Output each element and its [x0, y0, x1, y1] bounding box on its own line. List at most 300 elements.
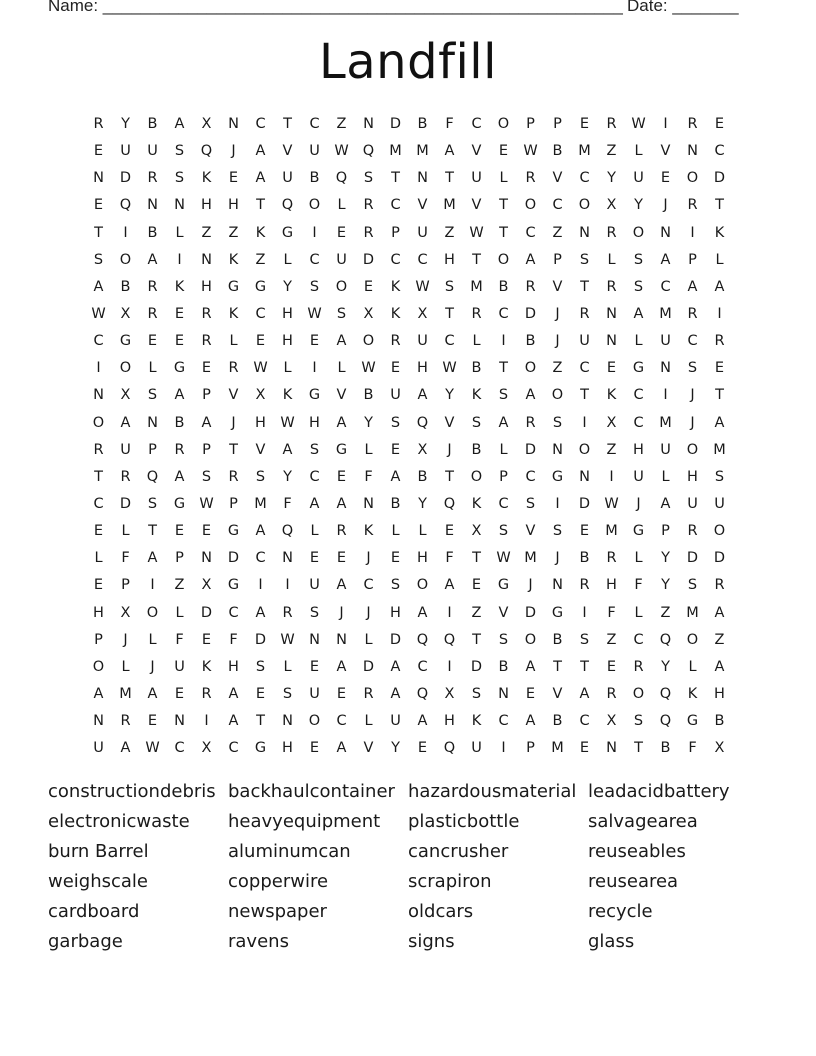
grid-letter: I	[501, 333, 506, 350]
grid-letter: P	[688, 251, 697, 268]
grid-letter: V	[552, 278, 563, 295]
grid-letter: G	[632, 523, 645, 540]
grid-letter: S	[687, 360, 698, 377]
grid-letter: U	[120, 441, 131, 458]
grid-letter: S	[552, 414, 563, 431]
grid-letter: J	[690, 414, 695, 431]
grid-letter: K	[390, 305, 401, 322]
grid-letter: C	[255, 116, 266, 132]
grid-letter: Q	[281, 197, 294, 214]
grid-letter: N	[363, 116, 374, 132]
grid-letter: S	[147, 495, 158, 512]
grid-letter: D	[524, 305, 537, 322]
grid-letter: E	[390, 441, 401, 458]
grid-letter: H	[687, 468, 698, 485]
grid-letter: O	[686, 170, 699, 187]
grid-letter: R	[363, 685, 374, 702]
word-list-item: cancrusher	[408, 841, 509, 862]
grid-letter: A	[336, 333, 347, 350]
grid-letter: Z	[174, 577, 185, 594]
grid-letter: E	[93, 577, 104, 594]
grid-letter: V	[471, 197, 482, 214]
grid-letter: R	[606, 224, 617, 241]
grid-letter: S	[174, 170, 185, 187]
grid-letter: T	[472, 251, 481, 268]
grid-letter: C	[336, 713, 347, 730]
grid-letter: F	[283, 495, 292, 512]
grid-letter: W	[307, 305, 322, 322]
grid-letter: Z	[336, 116, 347, 132]
grid-letter: A	[174, 116, 185, 132]
grid-letter: P	[526, 116, 535, 132]
grid-letter: C	[390, 251, 401, 268]
grid-letter: S	[444, 278, 455, 295]
grid-letter: H	[201, 278, 212, 295]
grid-letter: E	[471, 577, 482, 594]
grid-letter: Y	[283, 278, 292, 295]
grid-letter: L	[175, 224, 184, 241]
grid-letter: S	[579, 251, 590, 268]
grid-letter: X	[714, 740, 725, 757]
grid-letter: P	[391, 224, 400, 241]
grid-letter: P	[202, 387, 211, 404]
grid-letter: G	[227, 523, 240, 540]
grid-letter: E	[363, 278, 374, 295]
grid-letter: R	[201, 305, 212, 322]
grid-letter: A	[174, 387, 185, 404]
grid-letter: L	[283, 658, 292, 675]
grid-letter: Q	[416, 685, 429, 702]
grid-letter: H	[228, 658, 239, 675]
grid-letter: P	[553, 116, 562, 132]
grid-letter: A	[147, 685, 158, 702]
grid-letter: W	[334, 143, 349, 160]
grid-letter: C	[498, 495, 509, 512]
grid-letter: T	[499, 224, 508, 241]
grid-letter: A	[687, 278, 698, 295]
grid-letter: Q	[659, 631, 672, 648]
grid-letter: M	[551, 740, 564, 757]
grid-letter: S	[93, 251, 104, 268]
grid-letter: G	[119, 333, 132, 350]
grid-letter: G	[173, 360, 186, 377]
grid-letter: N	[363, 495, 374, 512]
grid-letter: V	[552, 170, 563, 187]
grid-letter: L	[148, 631, 157, 648]
grid-letter: T	[580, 658, 589, 675]
grid-letter: H	[633, 441, 644, 458]
grid-letter: A	[444, 143, 455, 160]
grid-letter: Y	[634, 197, 643, 214]
grid-letter: M	[686, 604, 699, 621]
grid-letter: K	[201, 170, 212, 187]
grid-letter: S	[309, 604, 320, 621]
grid-letter: B	[120, 278, 131, 295]
grid-letter: I	[582, 414, 587, 431]
grid-letter: A	[336, 414, 347, 431]
grid-letter: W	[280, 631, 295, 648]
grid-letter: D	[362, 251, 375, 268]
grid-letter: V	[444, 414, 455, 431]
grid-letter: V	[417, 197, 428, 214]
grid-letter: B	[552, 713, 563, 730]
grid-letter: U	[714, 495, 725, 512]
grid-letter: Q	[146, 468, 159, 485]
grid-letter: C	[228, 604, 239, 621]
grid-letter: G	[551, 468, 564, 485]
grid-letter: R	[93, 116, 104, 132]
grid-letter: O	[632, 685, 645, 702]
grid-letter: O	[578, 197, 591, 214]
grid-letter: D	[227, 550, 240, 567]
grid-letter: I	[150, 577, 155, 594]
grid-letter: S	[498, 631, 509, 648]
grid-letter: B	[498, 278, 509, 295]
word-list-item: glass	[588, 931, 635, 952]
grid-letter: N	[93, 713, 104, 730]
grid-letter: Y	[418, 495, 427, 512]
grid-letter: R	[228, 360, 239, 377]
grid-letter: O	[686, 441, 699, 458]
grid-letter: L	[499, 170, 508, 187]
grid-letter: R	[93, 441, 104, 458]
grid-letter: C	[579, 713, 590, 730]
grid-letter: B	[417, 468, 428, 485]
grid-letter: T	[94, 224, 103, 241]
grid-letter: O	[92, 658, 105, 675]
grid-letter: T	[148, 523, 157, 540]
grid-letter: U	[687, 495, 698, 512]
grid-letter: H	[417, 360, 428, 377]
date-field-label: Date: _______	[627, 0, 739, 15]
grid-letter: U	[417, 333, 428, 350]
grid-letter: E	[390, 360, 401, 377]
grid-letter: C	[498, 305, 509, 322]
grid-letter: S	[255, 658, 266, 675]
grid-letter: F	[121, 550, 130, 567]
grid-letter: A	[282, 441, 293, 458]
grid-letter: T	[445, 170, 454, 187]
word-list-item: copperwire	[228, 871, 329, 892]
grid-letter: B	[471, 360, 482, 377]
grid-letter: K	[390, 278, 401, 295]
grid-letter: S	[471, 685, 482, 702]
grid-letter: X	[120, 604, 131, 621]
grid-letter: K	[201, 658, 212, 675]
grid-letter: E	[417, 740, 428, 757]
grid-letter: A	[255, 170, 266, 187]
grid-letter: N	[93, 387, 104, 404]
grid-letter: I	[258, 577, 263, 594]
grid-letter: L	[688, 658, 697, 675]
grid-letter: N	[660, 224, 671, 241]
grid-letter: J	[447, 441, 452, 458]
grid-letter: E	[444, 523, 455, 540]
grid-letter: V	[336, 387, 347, 404]
word-list-item: cardboard	[48, 901, 140, 922]
grid-letter: C	[471, 116, 482, 132]
grid-letter: K	[228, 251, 239, 268]
grid-letter: P	[175, 550, 184, 567]
grid-letter: L	[283, 251, 292, 268]
grid-letter: E	[147, 333, 158, 350]
grid-letter: C	[309, 468, 320, 485]
grid-letter: V	[471, 143, 482, 160]
grid-letter: Y	[661, 658, 670, 675]
grid-letter: E	[336, 224, 347, 241]
grid-letter: T	[715, 387, 724, 404]
grid-letter: T	[634, 740, 643, 757]
grid-letter: D	[524, 441, 537, 458]
grid-letter: B	[417, 116, 428, 132]
grid-letter: F	[229, 631, 238, 648]
grid-letter: S	[174, 143, 185, 160]
grid-letter: F	[175, 631, 184, 648]
grid-letter: L	[391, 523, 400, 540]
word-list-item: aluminumcan	[228, 841, 351, 862]
grid-letter: E	[228, 170, 239, 187]
grid-letter: T	[499, 197, 508, 214]
grid-letter: R	[606, 550, 617, 567]
grid-letter: K	[471, 713, 482, 730]
grid-letter: E	[309, 658, 320, 675]
grid-letter: F	[607, 604, 616, 621]
grid-letter: Z	[228, 224, 239, 241]
grid-letter: K	[282, 387, 293, 404]
grid-letter: D	[254, 631, 267, 648]
word-list-item: backhaulcontainer	[228, 781, 395, 802]
grid-letter: A	[336, 495, 347, 512]
grid-letter: G	[335, 441, 348, 458]
grid-letter: L	[148, 360, 157, 377]
grid-letter: L	[337, 197, 346, 214]
grid-letter: I	[177, 251, 182, 268]
grid-letter: D	[200, 604, 213, 621]
grid-letter: I	[447, 604, 452, 621]
grid-letter: A	[714, 658, 725, 675]
grid-letter: E	[147, 713, 158, 730]
grid-letter: I	[609, 468, 614, 485]
grid-letter: Y	[121, 116, 130, 132]
grid-letter: E	[93, 523, 104, 540]
grid-letter: V	[228, 387, 239, 404]
grid-letter: N	[660, 360, 671, 377]
grid-letter: L	[634, 333, 643, 350]
grid-letter: N	[201, 550, 212, 567]
grid-letter: Q	[659, 685, 672, 702]
grid-letter: T	[256, 197, 265, 214]
grid-letter: O	[146, 604, 159, 621]
grid-letter: I	[663, 116, 668, 132]
grid-letter: C	[687, 333, 698, 350]
grid-letter: M	[389, 143, 402, 160]
grid-letter: U	[633, 170, 644, 187]
grid-letter: X	[606, 414, 617, 431]
grid-letter: M	[254, 495, 267, 512]
grid-letter: H	[282, 305, 293, 322]
grid-letter: T	[256, 713, 265, 730]
grid-letter: B	[390, 495, 401, 512]
grid-letter: S	[336, 305, 347, 322]
grid-letter: L	[310, 523, 319, 540]
grid-letter: Z	[255, 251, 266, 268]
grid-letter: Q	[362, 143, 375, 160]
grid-letter: O	[524, 360, 537, 377]
grid-letter: R	[525, 278, 536, 295]
grid-letter: R	[228, 468, 239, 485]
grid-letter: N	[579, 224, 590, 241]
grid-letter: O	[470, 468, 483, 485]
grid-letter: B	[714, 713, 725, 730]
grid-letter: R	[714, 577, 725, 594]
grid-letter: C	[660, 278, 671, 295]
grid-letter: E	[498, 143, 509, 160]
grid-letter: S	[633, 278, 644, 295]
grid-letter: J	[555, 305, 560, 322]
grid-letter: Z	[552, 224, 563, 241]
grid-letter: P	[526, 740, 535, 757]
grid-letter: J	[231, 414, 236, 431]
grid-letter: C	[633, 387, 644, 404]
grid-letter: W	[253, 360, 268, 377]
grid-letter: D	[578, 495, 591, 512]
grid-letter: G	[227, 278, 240, 295]
grid-letter: S	[525, 495, 536, 512]
grid-letter: W	[469, 224, 484, 241]
grid-letter: B	[309, 170, 320, 187]
grid-letter: L	[229, 333, 238, 350]
grid-letter: G	[551, 604, 564, 621]
name-field-label: Name: _______________________________________________________	[48, 0, 623, 15]
grid-letter: W	[199, 495, 214, 512]
grid-letter: X	[606, 713, 617, 730]
grid-letter: O	[713, 523, 726, 540]
grid-letter: E	[201, 360, 212, 377]
grid-letter: T	[580, 387, 589, 404]
grid-letter: N	[309, 631, 320, 648]
grid-letter: X	[201, 577, 212, 594]
grid-letter: E	[579, 523, 590, 540]
grid-letter: W	[523, 143, 538, 160]
grid-letter: R	[633, 658, 644, 675]
grid-letter: E	[255, 685, 266, 702]
grid-letter: O	[308, 713, 321, 730]
grid-letter: F	[634, 577, 643, 594]
grid-letter: P	[499, 468, 508, 485]
grid-letter: C	[552, 197, 563, 214]
grid-letter: A	[201, 414, 212, 431]
page-title: Landfill	[319, 34, 497, 90]
grid-letter: A	[525, 658, 536, 675]
grid-letter: C	[633, 414, 644, 431]
grid-letter: Z	[552, 360, 563, 377]
grid-letter: V	[525, 523, 536, 540]
grid-letter: D	[389, 116, 402, 132]
grid-letter: A	[120, 740, 131, 757]
word-list-item: newspaper	[228, 901, 327, 922]
grid-letter: A	[714, 604, 725, 621]
grid-letter: K	[471, 495, 482, 512]
grid-letter: E	[660, 170, 671, 187]
grid-letter: I	[690, 224, 695, 241]
grid-letter: X	[606, 197, 617, 214]
grid-letter: G	[308, 387, 321, 404]
word-list-item: heavyequipment	[228, 811, 381, 832]
grid-letter: F	[445, 116, 454, 132]
grid-letter: R	[525, 170, 536, 187]
grid-letter: L	[337, 360, 346, 377]
grid-letter: O	[497, 116, 510, 132]
grid-letter: U	[309, 685, 320, 702]
grid-letter: E	[606, 658, 617, 675]
grid-letter: E	[174, 333, 185, 350]
grid-letter: X	[444, 685, 455, 702]
grid-letter: G	[254, 740, 267, 757]
grid-letter: T	[445, 305, 454, 322]
grid-letter: H	[282, 333, 293, 350]
grid-letter: C	[255, 550, 266, 567]
grid-letter: J	[339, 604, 344, 621]
grid-letter: L	[364, 631, 373, 648]
grid-letter: S	[498, 387, 509, 404]
grid-letter: O	[686, 631, 699, 648]
grid-letter: S	[201, 468, 212, 485]
grid-letter: C	[714, 143, 725, 160]
grid-letter: W	[604, 495, 619, 512]
grid-letter: B	[552, 631, 563, 648]
grid-letter: L	[121, 523, 130, 540]
grid-letter: P	[148, 441, 157, 458]
grid-letter: R	[120, 468, 131, 485]
grid-letter: O	[416, 577, 429, 594]
grid-letter: Z	[606, 441, 617, 458]
grid-letter: A	[417, 604, 428, 621]
grid-letter: R	[579, 305, 590, 322]
grid-letter: A	[660, 251, 671, 268]
grid-letter: I	[96, 360, 101, 377]
grid-letter: A	[714, 278, 725, 295]
word-list-item: salvagearea	[588, 811, 698, 832]
grid-letter: O	[119, 360, 132, 377]
grid-letter: E	[525, 685, 536, 702]
grid-letter: M	[470, 278, 483, 295]
grid-letter: J	[636, 495, 641, 512]
grid-letter: R	[201, 685, 212, 702]
grid-letter: C	[417, 658, 428, 675]
grid-letter: R	[471, 305, 482, 322]
grid-letter: J	[555, 333, 560, 350]
grid-letter: U	[660, 441, 671, 458]
grid-letter: T	[553, 658, 562, 675]
grid-letter: A	[309, 495, 320, 512]
grid-letter: G	[227, 577, 240, 594]
grid-letter: K	[255, 224, 266, 241]
letter-grid	[85, 114, 733, 765]
grid-letter: A	[336, 658, 347, 675]
grid-letter: N	[552, 441, 563, 458]
grid-letter: M	[416, 143, 429, 160]
grid-letter: A	[390, 685, 401, 702]
grid-letter: D	[470, 658, 483, 675]
grid-letter: T	[472, 550, 481, 567]
grid-letter: W	[361, 360, 376, 377]
grid-letter: C	[525, 224, 536, 241]
grid-letter: E	[174, 523, 185, 540]
grid-letter: H	[282, 740, 293, 757]
grid-letter: A	[255, 523, 266, 540]
grid-letter: T	[391, 170, 400, 187]
word-list-item: reuseables	[588, 841, 686, 862]
